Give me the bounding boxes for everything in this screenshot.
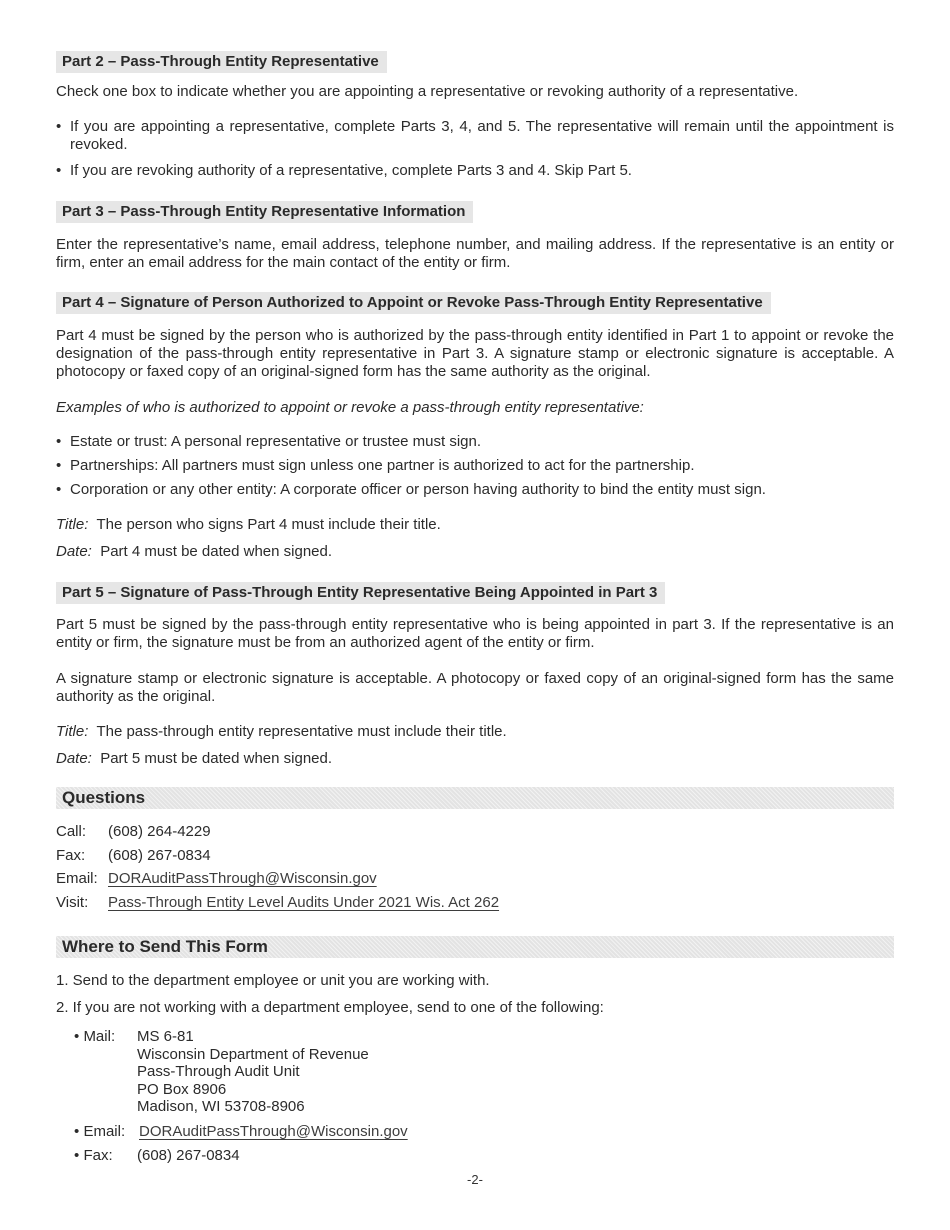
address-line: Pass-Through Audit Unit [137,1063,300,1080]
fax-label: Fax: [56,847,86,864]
part4-date-line [56,543,894,561]
send-item-1: 1. Send to the department employee or unit you are working with. [56,972,490,989]
part2-bullet-text: If you are appointing a representative, complete Parts 3, 4, and 5. The representative will remain until the appointment is revoked. [70,118,894,153]
part2-bullet-text: If you are revoking authority of a representative, complete Parts 3 and 4. Skip Part 5. [70,162,632,179]
part4-examples-heading: Examples of who is authorized to appoint or revoke a pass-through entity representative: [56,399,644,416]
part5-title-label: Title: [56,723,89,740]
send-heading: Where to Send This Form [56,936,894,958]
bullet-icon: • [56,433,62,450]
bullet-icon: • [74,1147,80,1164]
part4-date-label: Date: [56,543,92,560]
part4-heading: Part 4 – Signature of Person Authorized to Appoint or Revoke Pass-Through Entity Representative [56,292,771,314]
part4-bullet-text: Partnerships: All partners must sign unless one partner is authorized to act for the partnership. [70,457,695,474]
visit-label: Visit: [56,894,89,911]
part5-title-text: The pass-through entity representative must include their title. [96,723,507,740]
part4-date-text: Part 4 must be dated when signed. [100,543,333,560]
part5-date-label: Date: [56,750,92,767]
part5-text-1: Part 5 must be signed by the pass-through entity representative who is being appointed in part 3. If the representative is an entity or firm, the signature must be from an authorized agent of the entity or firm. [56,616,894,651]
send-item-2: 2. If you are not working with a department employee, send to one of the following: [56,999,604,1016]
part4-bullet-partnerships [56,457,894,475]
part2-intro: Check one box to indicate whether you are appointing a representative or revoking authority of a representative. [56,83,799,100]
mail-address [137,1028,369,1116]
part5-title-line [56,723,894,741]
page-number: -2- [467,1172,483,1187]
part2-bullet-revoke [56,162,894,180]
part4-bullet-estate [56,433,894,451]
bullet-icon: • [74,1028,80,1045]
part4-title-label: Title: [56,516,89,533]
address-line: PO Box 8906 [137,1080,227,1098]
part5-heading: Part 5 – Signature of Pass-Through Entity Representative Being Appointed in Part 3 [56,582,665,604]
send-email-link[interactable]: DORAuditPassThrough@Wisconsin.gov [139,1123,408,1140]
part4-bullet-text: Corporation or any other entity: A corporate officer or person having authority to bind the entity must sign. [70,481,766,498]
part4-title-line [56,516,894,534]
part4-title-text: The person who signs Part 4 must include their title. [96,516,441,533]
part2-heading: Part 2 – Pass-Through Entity Representative [56,51,387,73]
email-label: Email: [56,870,98,887]
mail-label: Mail: [83,1028,116,1045]
visit-link[interactable]: Pass-Through Entity Level Audits Under 2021 Wis. Act 262 [108,894,500,911]
bullet-icon: • [56,162,62,179]
part3-heading: Part 3 – Pass-Through Entity Representative Information [56,201,473,223]
bullet-icon: • [74,1123,80,1140]
bullet-icon: • [56,118,62,135]
part3-text: Enter the representative’s name, email address, telephone number, and mailing address. If the representative is an entity or firm, enter an email address for the main contact of the entity or firm. [56,236,894,271]
part2-bullet-appoint [56,118,894,154]
part4-text: Part 4 must be signed by the person who is authorized by the pass-through entity identified in Part 1 to appoint or revoke the designation of the pass-through entity representative in Part 3. A signature stamp or electronic signature is acceptable. A photocopy or faxed copy of an original-signed form has the same authority as the original. [56,327,894,380]
call-phone: (608) 264-4229 [108,823,211,840]
bullet-icon: • [56,457,62,474]
part4-bullet-text: Estate or trust: A personal representative or trustee must sign. [70,433,482,450]
bullet-icon: • [56,481,62,498]
call-label: Call: [56,823,87,840]
part5-date-line [56,750,894,768]
mail-label-line [74,1028,115,1046]
send-fax-number: (608) 267-0834 [137,1147,240,1164]
send-fax-label: Fax: [83,1147,113,1164]
address-line: Wisconsin Department of Revenue [137,1045,369,1063]
questions-heading: Questions [56,787,894,809]
address-line: Madison, WI 53708-8906 [137,1098,305,1115]
questions-email-link[interactable]: DORAuditPassThrough@Wisconsin.gov [108,870,377,887]
part5-text-2: A signature stamp or electronic signature is acceptable. A photocopy or faxed copy of an original-signed form has the same authority as the original. [56,670,894,705]
part5-date-text: Part 5 must be dated when signed. [100,750,333,767]
send-email-label-line [74,1123,125,1141]
fax-number: (608) 267-0834 [108,847,211,864]
address-line: MS 6-81 [137,1028,194,1045]
send-email-label: Email: [83,1123,126,1140]
part4-bullet-corporation [56,481,894,499]
send-fax-label-line [74,1147,113,1165]
